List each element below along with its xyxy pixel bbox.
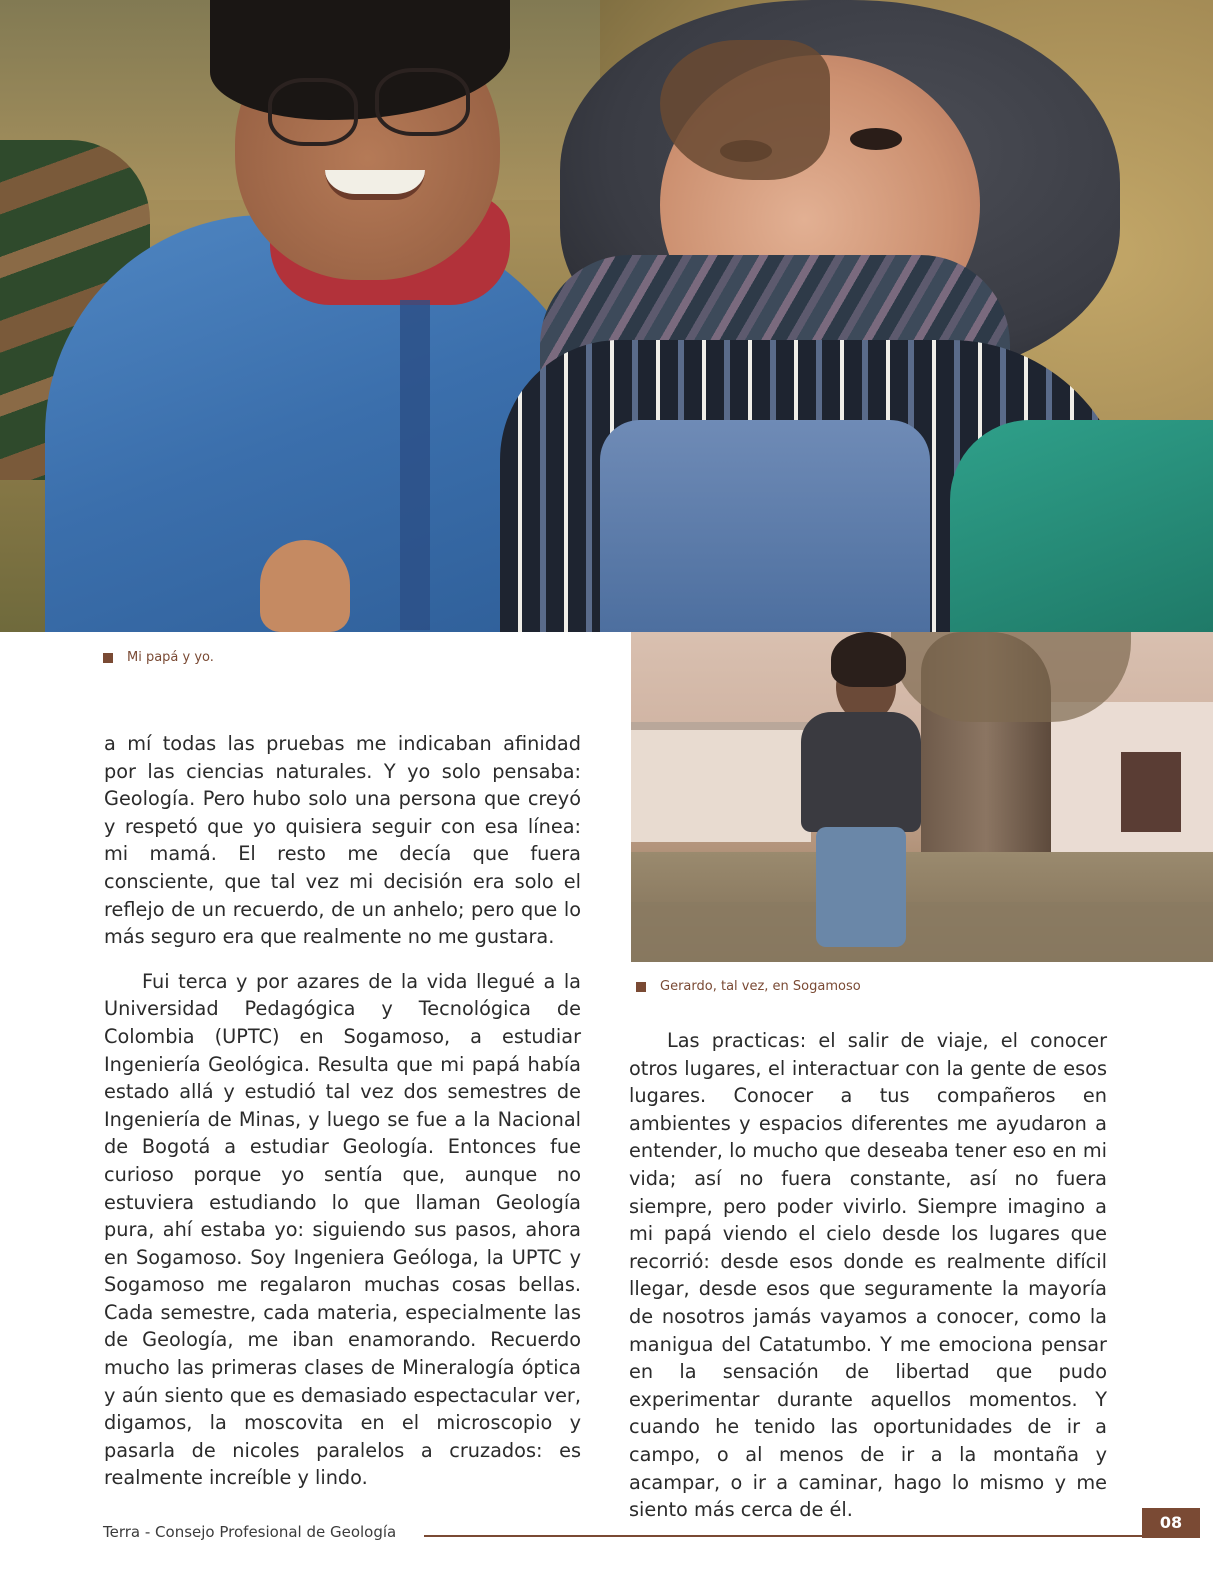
left-column-text (104, 730, 581, 1492)
photo-caption-2 (636, 979, 861, 994)
body-paragraph: Fui terca y por azares de la vida llegué a la Universidad Pedagógica y Tecnológica de Colombia (UPTC) en Sogamoso, a estudiar Ingeniería Geológica. Resulta que mi papá había estado allá y estudió tal vez dos semestres de Ingeniería de Minas, y luego se fue a la Nacional de Bogotá a estudiar Geología. Entonces fue curioso porque yo sentía que, aunque no estuviera estudiando lo que llaman Geología pura, ahí estaba yo: siguiendo sus pasos, ahora en Sogamoso. Soy Ingeniera Geóloga, la UPTC y Sogamoso me regalaron muchas cosas bellas. Cada semestre, cada materia, especialmente las de Geología, me iban enamorando. Recuerdo mucho las primeras clases de Mineralogía óptica y aún siento que es demasiado espectacular ver, digamos, la moscovita en el microscopio y pasarla de nicoles paralelos a cruzados: es realmente increíble y lindo. (104, 969, 581, 1490)
body-paragraph: a mí todas las pruebas me indicaban afinidad por las ciencias naturales. Y yo solo pensaba: Geología. Pero hubo solo una persona que creyó y respetó que yo quisiera seguir con esa línea: mi mamá. El resto me decía que fuera consciente, que tal vez mi decisión era solo el reflejo de un recuerdo, de un anhelo; pero que lo más seguro era que realmente no me gustara. (104, 732, 581, 949)
page-number-badge: 08 (1142, 1508, 1200, 1538)
caption-bullet-icon (636, 982, 646, 992)
right-column-text (629, 1027, 1107, 1524)
footer-divider (424, 1535, 1146, 1537)
photo-caption-1 (103, 650, 214, 665)
body-paragraph: Las practicas: el salir de viaje, el conocer otros lugares, el interactuar con la gente de esos lugares. Conocer a tus compañeros en ambientes y espacios diferentes me ayudaron a entender, lo mucho que deseaba tener eso en mi vida; así no fuera constante, así no fuera siempre, pero poder vivirlo. Siempre imagino a mi papá viendo el cielo desde los lugares que recorrió: desde esos donde es realmente difícil llegar, desde esos que seguramente la mayoría de nosotros jamás vayamos a conocer, como la manigua del Catatumbo. Y me emociona pensar en la sensación de libertad que pudo experimentar durante aquellos momentos. Y cuando he tenido las oportunidades de ir a campo, o al menos de ir a la montaña y acampar, o ir a caminar, hago lo mismo y me siento más cerca de él. (629, 1029, 1107, 1522)
caption-bullet-icon (103, 653, 113, 663)
footer-publication-name: Terra - Consejo Profesional de Geología (103, 1523, 397, 1541)
photo-gerardo-sogamoso (631, 632, 1213, 962)
caption-text: Mi papá y yo. (127, 650, 214, 665)
hero-photo-father-and-daughter (0, 0, 1213, 632)
caption-text: Gerardo, tal vez, en Sogamoso (660, 979, 861, 994)
